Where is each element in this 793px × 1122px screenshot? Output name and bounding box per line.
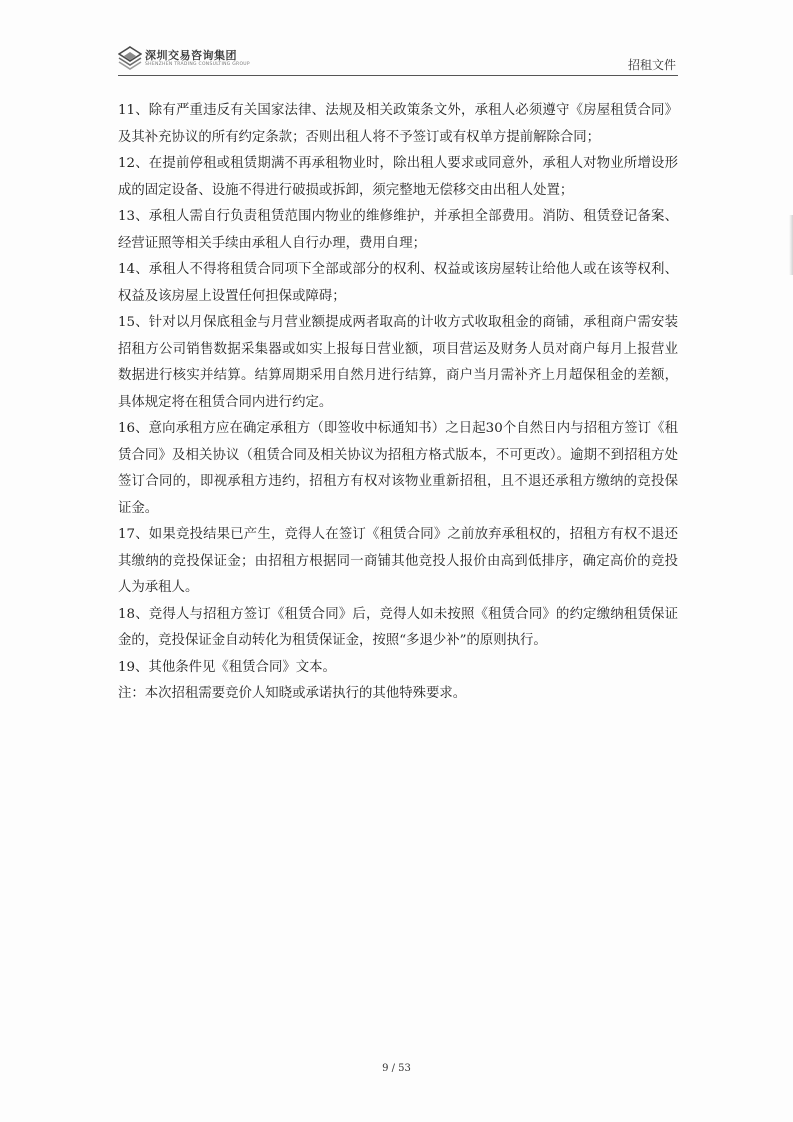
document-title: 招租文件 — [627, 58, 676, 72]
page-header — [118, 42, 678, 76]
company-logo — [118, 44, 248, 74]
logo-name-en: SHENZHEN TRADING CONSULTING GROUP — [145, 62, 250, 67]
clause-14: 14、承租人不得将租赁合同项下全部或部分的权利、权益或该房屋转让给他人或在该等权利、权益及该房屋上设置任何担保或障碍； — [118, 262, 678, 304]
scan-edge-shadow — [789, 215, 793, 275]
clause-19: 19、其他条件见《租赁合同》文本。 — [118, 659, 336, 675]
clause-13: 13、承租人需自行负责租赁范围内物业的维修维护，并承担全部费用。消防、租赁登记备案、经营证照等相关手续由承租人自行办理，费用自理； — [118, 209, 678, 251]
note-paragraph: 注：本次招租需要竞价人知晓或承诺执行的其他特殊要求。 — [118, 686, 467, 701]
company-logo-icon — [118, 46, 142, 70]
clause-11: 11、除有严重违反有关国家法律、法规及相关政策条文外，承租人必须遵守《房屋租赁合同》及其补充协议的所有约定条款；否则出租人将不予签订或有权单方提前解除合同； — [118, 103, 678, 145]
clause-16: 16、意向承租方应在确定承租方（即签收中标通知书）之日起30个自然日内与招租方签订《租赁合同》及相关协议（租赁合同及相关协议为招租方格式版本，不可更改）。逾期不到招租方处签订合同的，即视承租方违约，招租方有权对该物业重新招租，且不退还承租方缴纳的竞投保证金。 — [118, 421, 678, 516]
clause-17: 17、如果竞投结果已产生，竞得人在签订《租赁合同》之前放弃承租权的，招租方有权不退还其缴纳的竞投保证金；由招租方根据同一商铺其他竞投人报价由高到低排序，确定高价的竞投人为承租人。 — [118, 527, 678, 595]
page-number: 9 / 53 — [382, 1063, 411, 1074]
clause-12: 12、在提前停租或租赁期满不再承租物业时，除出租人要求或同意外，承租人对物业所增设形成的固定设备、设施不得进行破损或拆卸，须完整地无偿移交由出租人处置； — [118, 156, 678, 198]
header-divider — [118, 75, 678, 76]
logo-name-cn: 深圳交易咨询集团 — [145, 49, 237, 62]
clause-15: 15、针对以月保底租金与月营业额提成两者取高的计收方式收取租金的商铺，承租商户需安装招租方公司销售数据采集器或如实上报每日营业额，项目营运及财务人员对商户每月上报营业数据进行核实并结算。结算周期采用自然月进行结算，商户当月需补齐上月超保租金的差额，具体规定将在租赁合同内进行约定。 — [118, 315, 678, 410]
document-body — [118, 98, 678, 708]
clause-18: 18、竞得人与招租方签订《租赁合同》后，竞得人如未按照《租赁合同》的约定缴纳租赁保证金的，竞投保证金自动转化为租赁保证金，按照“多退少补”的原则执行。 — [118, 606, 678, 648]
